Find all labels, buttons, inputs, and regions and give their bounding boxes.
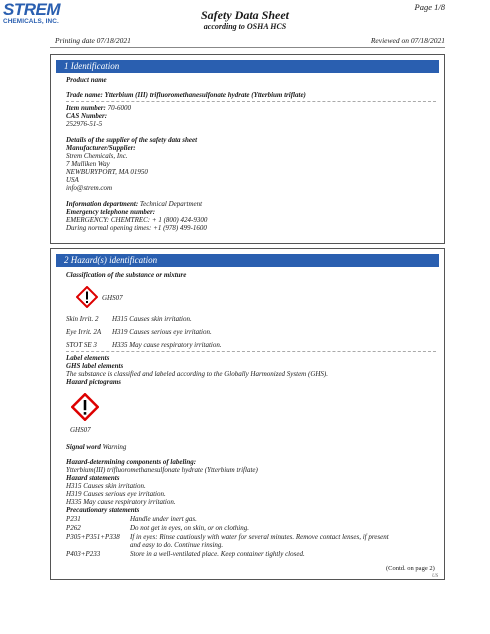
address-line: NEWBURYPORT, MA 01950	[66, 168, 148, 176]
cas-value: 252976-51-5	[66, 120, 103, 128]
continued-note: (Contd. on page 2)	[386, 565, 435, 572]
section-title: 1 Identification	[56, 60, 439, 73]
hazard-statement-line: H335 May cause respiratory irritation.	[66, 498, 176, 506]
document-subtitle: according to OSHA HCS	[203, 22, 287, 31]
precaution-text: Handle under inert gas.	[130, 515, 197, 523]
hazard-statement-line: H315 Causes skin irritation.	[66, 482, 146, 490]
logo-mark: STREM	[3, 0, 60, 19]
address-line: 7 Mulliken Way	[66, 160, 110, 168]
ghs-text: The substance is classified and labeled according to the Globally Harmonized System (GHS).	[66, 370, 329, 378]
divider	[66, 101, 436, 102]
classification-label: Classification of the substance or mixture	[66, 271, 187, 279]
product-name-label: Product name	[66, 76, 107, 84]
hazard-class: Skin Irrit. 2	[66, 315, 99, 323]
hazard-components-value: Ytterbium(III) trifluoromethanesulfonate hydrate (Ytterbium triflate)	[66, 466, 258, 474]
hazard-statement: H315 Causes skin irritation.	[112, 315, 192, 323]
info-department: Information department: Technical Department	[66, 200, 203, 208]
emergency-label: Emergency telephone number:	[66, 208, 156, 216]
hazard-statement: H319 Causes serious eye irritation.	[112, 328, 212, 336]
section-title: 2 Hazard(s) identification	[56, 254, 439, 267]
emergency-line: During normal opening times: +1 (978) 499-1600	[66, 224, 207, 232]
hazard-statement: H335 May cause respiratory irritation.	[112, 341, 222, 349]
precaution-text: If in eyes: Rinse cautiously with water for several minutes. Remove contact lenses, if present	[130, 533, 389, 541]
trade-name: Trade name: Ytterbium (III) trifluoromethanesulfonate hydrate (Ytterbium triflate)	[66, 91, 306, 99]
hazard-components-label: Hazard-determining components of labeling:	[66, 458, 197, 466]
item-number: Item number: 70-6000	[66, 104, 131, 112]
address-line: Strem Chemicals, Inc.	[66, 152, 128, 160]
hazard-statement-line: H319 Causes serious eye irritation.	[66, 490, 166, 498]
precautionary-label: Precautionary statements	[66, 506, 140, 514]
exclamation-hazard-icon	[76, 286, 98, 308]
email-link[interactable]: info@strem.com	[66, 184, 113, 192]
precaution-code: P262	[66, 524, 81, 532]
region-code: US	[432, 574, 439, 579]
cas-label: CAS Number:	[66, 112, 108, 120]
precaution-code: P231	[66, 515, 81, 523]
header-rule	[50, 47, 445, 48]
divider	[66, 351, 436, 352]
emergency-line: EMERGENCY: CHEMTREC: + 1 (800) 424-9300	[66, 216, 208, 224]
exclamation-pictogram-icon	[71, 393, 99, 421]
logo-subtitle: CHEMICALS, INC.	[3, 18, 59, 25]
ghs-label-elements: GHS label elements	[66, 362, 124, 370]
hazard-statements-label: Hazard statements	[66, 474, 120, 482]
pictogram-code: GHS07	[70, 426, 91, 434]
precaution-code: P403+P233	[66, 550, 101, 558]
signal-word: Signal word Warning	[66, 443, 127, 451]
page-number: Page 1/8	[414, 2, 445, 12]
hazard-class: STOT SE 3	[66, 341, 97, 349]
supplier-label: Details of the supplier of the safety data sheet	[66, 136, 198, 144]
precaution-text: Store in a well-ventilated place. Keep container tightly closed.	[130, 550, 305, 558]
precaution-text-cont: and easy to do. Continue rinsing.	[130, 541, 224, 549]
manufacturer-label: Manufacturer/Supplier:	[66, 144, 136, 152]
precaution-text: Do not get in eyes, on skin, or on clothing.	[130, 524, 249, 532]
label-elements: Label elements	[66, 354, 110, 362]
document-title: Safety Data Sheet	[201, 8, 289, 22]
pictograms-label: Hazard pictograms	[66, 378, 122, 386]
printing-date: Printing date 07/18/2021	[55, 36, 131, 45]
hazard-class: Eye Irrit. 2A	[66, 328, 102, 336]
precaution-code: P305+P351+P338	[66, 533, 120, 541]
ghs-code: GHS07	[102, 294, 123, 302]
reviewed-date: Reviewed on 07/18/2021	[370, 36, 445, 45]
address-line: USA	[66, 176, 79, 184]
